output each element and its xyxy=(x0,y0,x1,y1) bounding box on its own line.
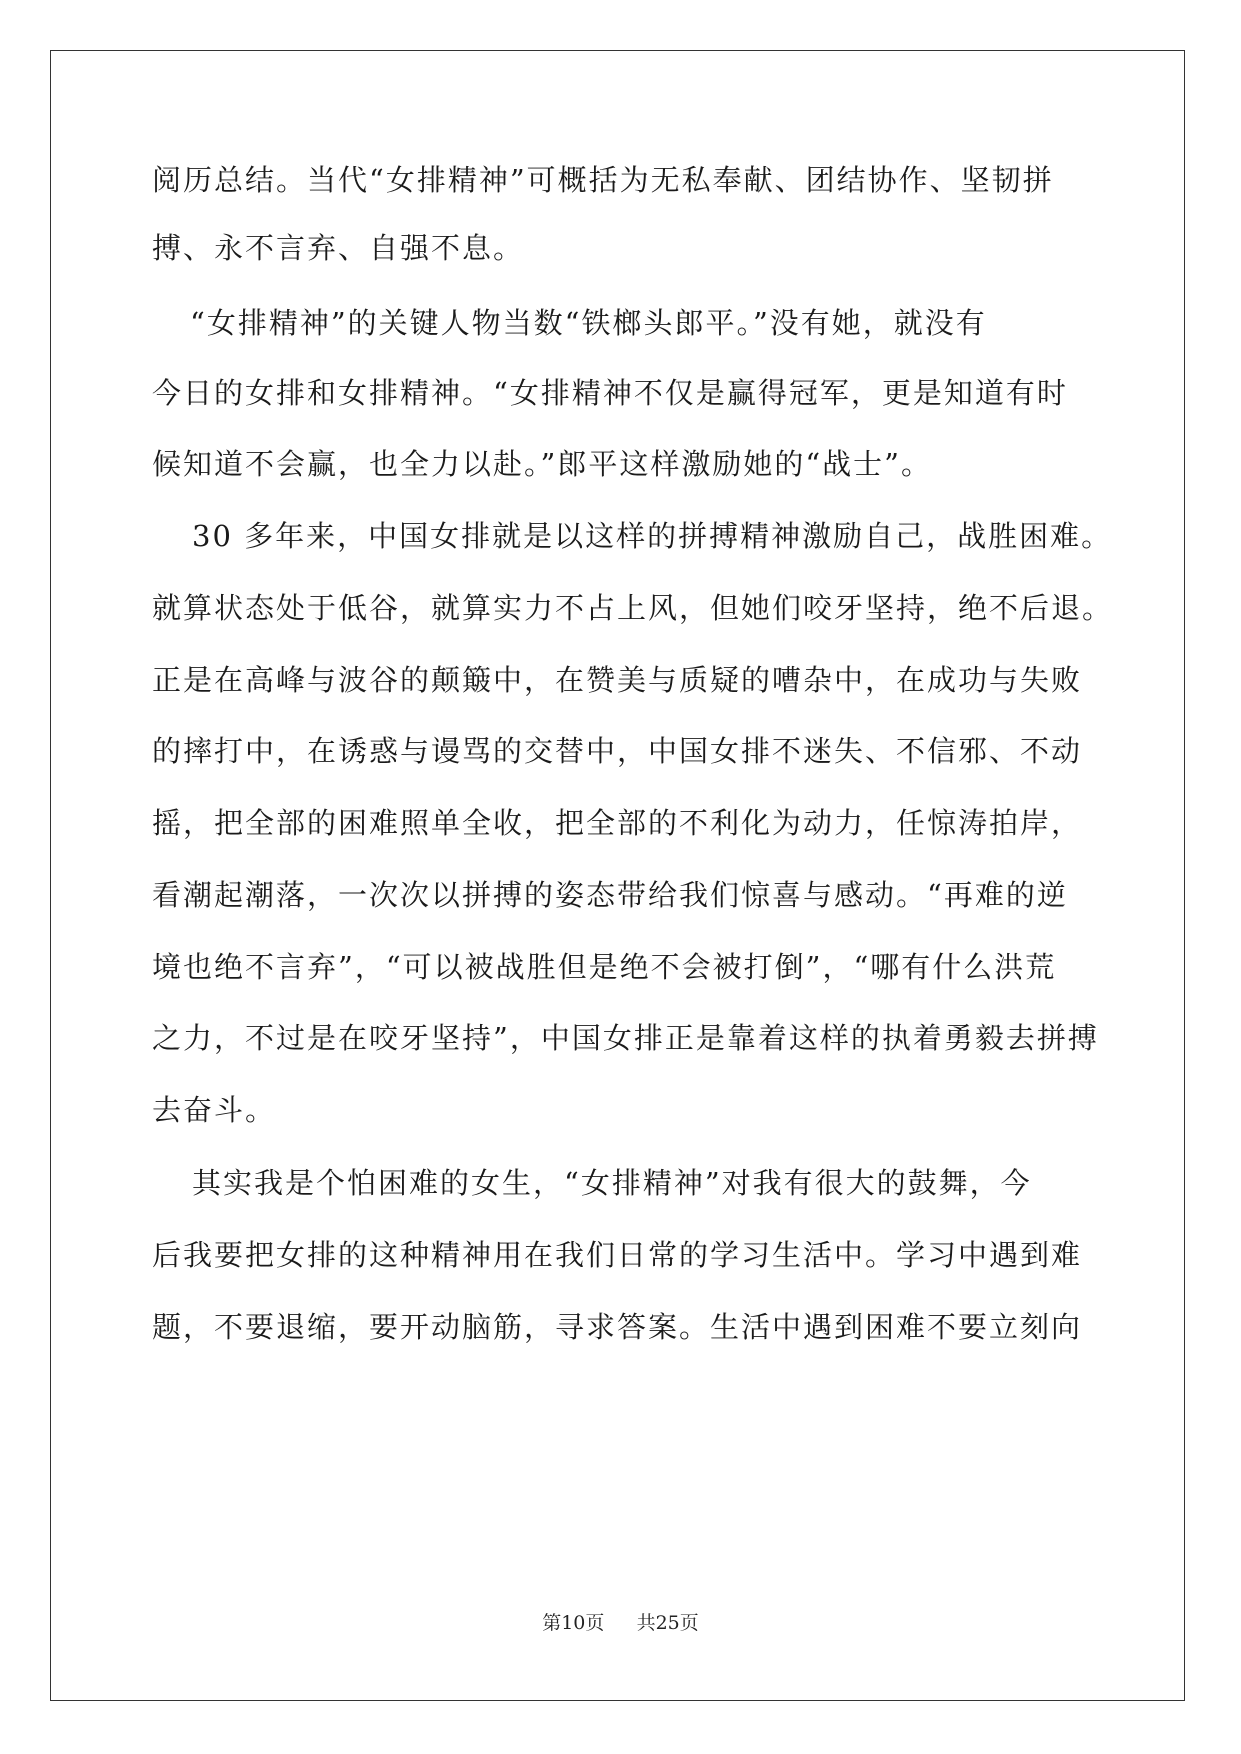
text-line: 今日的女排和女排精神。“女排精神不仅是赢得冠军，更是知道有时 xyxy=(152,376,1068,410)
text-line: 30 多年来，中国女排就是以这样的拼搏精神激励自己，战胜困难。 xyxy=(192,519,1113,553)
text-line: 看潮起潮落，一次次以拼搏的姿态带给我们惊喜与感动。“再难的逆 xyxy=(152,878,1068,912)
text-line: 就算状态处于低谷，就算实力不占上风，但她们咬牙坚持，绝不后退。 xyxy=(152,591,1114,625)
text-line: “女排精神”的关键人物当数“铁榔头郎平。”没有她，就没有 xyxy=(190,306,987,340)
text-line: 题，不要退缩，要开动脑筋，寻求答案。生活中遇到困难不要立刻向 xyxy=(152,1310,1083,1344)
page-total: 共25页 xyxy=(636,1612,699,1634)
text-line: 后我要把女排的这种精神用在我们日常的学习生活中。学习中遇到难 xyxy=(152,1238,1083,1272)
page-number: 第10页 xyxy=(542,1612,605,1634)
text-line: 正是在高峰与波谷的颠簸中，在赞美与质疑的嘈杂中，在成功与失败 xyxy=(152,663,1083,697)
text-line: 候知道不会赢，也全力以赴。”郎平这样激励她的“战士”。 xyxy=(152,447,932,481)
text-line: 的摔打中，在诱惑与谩骂的交替中，中国女排不迷失、不信邪、不动 xyxy=(152,734,1083,768)
page-footer xyxy=(0,1610,1241,1636)
text-line: 其实我是个怕困难的女生，“女排精神”对我有很大的鼓舞，今 xyxy=(192,1166,1032,1200)
text-line: 摇，把全部的困难照单全收，把全部的不利化为动力，任惊涛拍岸， xyxy=(152,806,1083,840)
text-line: 境也绝不言弃”，“可以被战胜但是绝不会被打倒”，“哪有什么洪荒 xyxy=(152,950,1057,984)
text-line: 之力，不过是在咬牙坚持”，中国女排正是靠着这样的执着勇毅去拼搏 xyxy=(152,1021,1099,1055)
text-line: 搏、永不言弃、自强不息。 xyxy=(152,231,525,265)
text-line: 阅历总结。当代“女排精神”可概括为无私奉献、团结协作、坚韧拼 xyxy=(152,163,1054,197)
text-line: 去奋斗。 xyxy=(152,1093,277,1127)
